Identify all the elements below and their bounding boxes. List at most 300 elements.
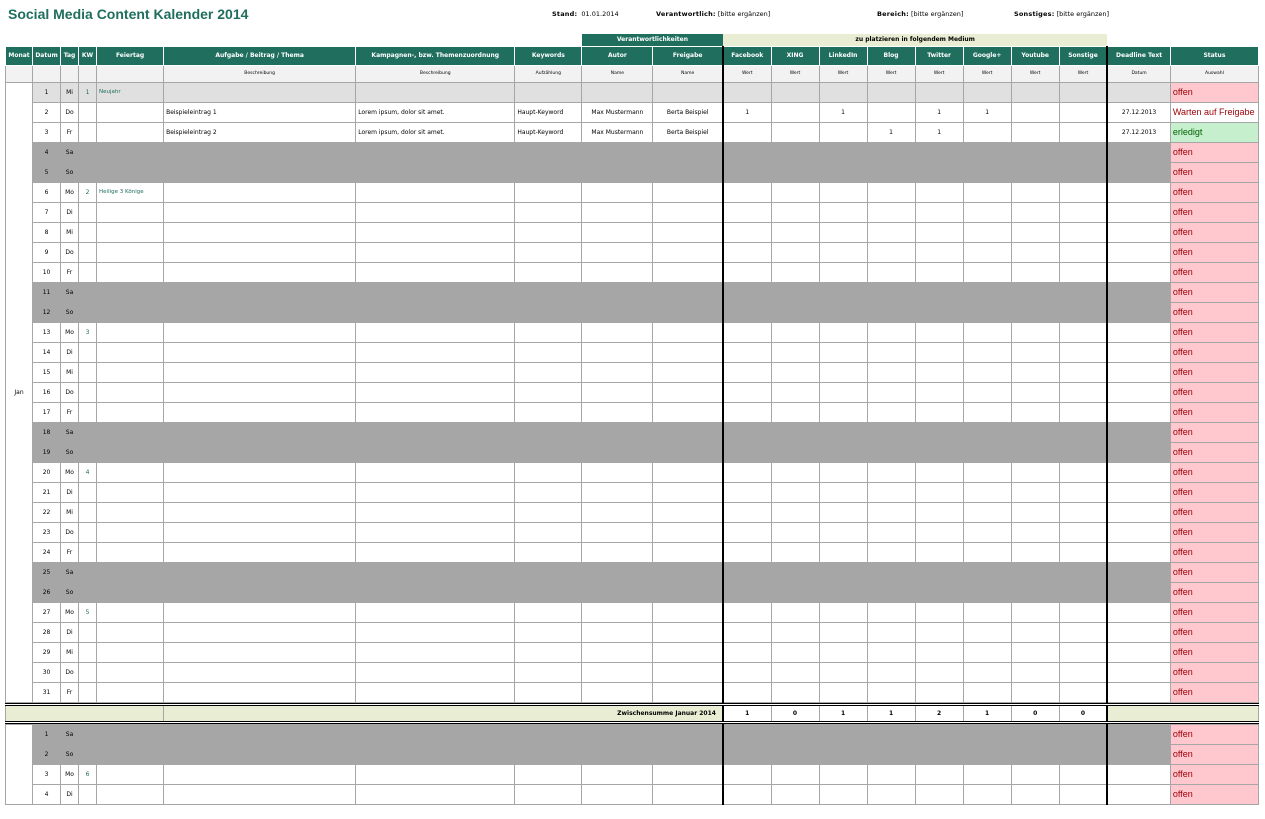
task-cell[interactable] <box>164 222 356 242</box>
holiday-cell[interactable] <box>97 622 164 642</box>
medium-cell[interactable] <box>723 382 771 402</box>
medium-cell[interactable] <box>771 522 819 542</box>
medium-cell[interactable] <box>1059 222 1107 242</box>
deadline-cell[interactable] <box>1107 502 1170 522</box>
date-cell[interactable]: 12 <box>33 302 61 322</box>
medium-cell[interactable] <box>963 522 1011 542</box>
status-cell[interactable]: offen <box>1170 462 1258 482</box>
date-cell[interactable]: 3 <box>33 764 61 784</box>
date-cell[interactable]: 21 <box>33 482 61 502</box>
approval-cell[interactable]: Berta Beispiel <box>653 102 723 122</box>
approval-cell[interactable] <box>653 182 723 202</box>
approval-cell[interactable] <box>653 422 723 442</box>
medium-cell[interactable] <box>963 322 1011 342</box>
medium-cell[interactable] <box>1059 744 1107 764</box>
medium-cell[interactable] <box>867 764 915 784</box>
column-header[interactable]: Keywords <box>515 46 582 65</box>
deadline-cell[interactable] <box>1107 342 1170 362</box>
kw-cell[interactable] <box>79 262 97 282</box>
medium-cell[interactable] <box>1011 302 1059 322</box>
weekday-cell[interactable]: Sa <box>61 562 79 582</box>
task-cell[interactable] <box>164 362 356 382</box>
medium-cell[interactable] <box>1011 122 1059 142</box>
date-cell[interactable]: 29 <box>33 642 61 662</box>
kw-cell[interactable] <box>79 222 97 242</box>
medium-cell[interactable] <box>819 482 867 502</box>
medium-cell[interactable] <box>963 784 1011 804</box>
approval-cell[interactable] <box>653 162 723 182</box>
deadline-cell[interactable] <box>1107 222 1170 242</box>
medium-cell[interactable] <box>819 82 867 102</box>
status-cell[interactable]: Warten auf Freigabe <box>1170 102 1258 122</box>
status-cell[interactable]: offen <box>1170 622 1258 642</box>
kw-cell[interactable] <box>79 662 97 682</box>
task-cell[interactable] <box>164 622 356 642</box>
medium-cell[interactable] <box>771 682 819 702</box>
medium-cell[interactable] <box>867 744 915 764</box>
medium-cell[interactable] <box>915 724 963 744</box>
medium-cell[interactable] <box>771 242 819 262</box>
column-header[interactable]: Feiertag <box>97 46 164 65</box>
holiday-cell[interactable] <box>97 282 164 302</box>
medium-cell[interactable] <box>963 262 1011 282</box>
holiday-cell[interactable] <box>97 744 164 764</box>
holiday-cell[interactable] <box>97 362 164 382</box>
medium-cell[interactable] <box>963 682 1011 702</box>
weekday-cell[interactable]: Mo <box>61 182 79 202</box>
approval-cell[interactable] <box>653 362 723 382</box>
medium-cell[interactable] <box>723 182 771 202</box>
medium-cell[interactable] <box>1011 602 1059 622</box>
keywords-cell[interactable] <box>515 562 582 582</box>
medium-cell[interactable] <box>915 482 963 502</box>
author-cell[interactable] <box>582 182 653 202</box>
medium-cell[interactable] <box>963 122 1011 142</box>
task-cell[interactable] <box>164 202 356 222</box>
weekday-cell[interactable]: Fr <box>61 682 79 702</box>
medium-cell[interactable] <box>963 562 1011 582</box>
medium-cell[interactable] <box>1059 442 1107 462</box>
status-cell[interactable]: erledigt <box>1170 122 1258 142</box>
date-cell[interactable]: 18 <box>33 422 61 442</box>
task-cell[interactable] <box>164 602 356 622</box>
medium-cell[interactable] <box>723 262 771 282</box>
medium-cell[interactable] <box>867 442 915 462</box>
kw-cell[interactable]: 4 <box>79 462 97 482</box>
medium-cell[interactable] <box>1059 582 1107 602</box>
keywords-cell[interactable] <box>515 142 582 162</box>
approval-cell[interactable] <box>653 462 723 482</box>
kw-cell[interactable]: 6 <box>79 764 97 784</box>
campaign-cell[interactable] <box>356 342 515 362</box>
medium-cell[interactable] <box>1011 422 1059 442</box>
author-cell[interactable] <box>582 302 653 322</box>
weekday-cell[interactable]: Mi <box>61 82 79 102</box>
medium-cell[interactable] <box>867 342 915 362</box>
deadline-cell[interactable] <box>1107 582 1170 602</box>
status-cell[interactable]: offen <box>1170 422 1258 442</box>
medium-cell[interactable] <box>723 82 771 102</box>
weekday-cell[interactable]: Do <box>61 522 79 542</box>
keywords-cell[interactable] <box>515 682 582 702</box>
medium-cell[interactable] <box>723 162 771 182</box>
status-cell[interactable]: offen <box>1170 262 1258 282</box>
medium-cell[interactable] <box>819 402 867 422</box>
date-cell[interactable]: 11 <box>33 282 61 302</box>
entry-cell[interactable] <box>356 784 515 804</box>
entry-cell[interactable] <box>653 744 723 764</box>
medium-cell[interactable] <box>819 342 867 362</box>
medium-cell[interactable] <box>915 242 963 262</box>
kw-cell[interactable] <box>79 482 97 502</box>
kw-cell[interactable]: 2 <box>79 182 97 202</box>
keywords-cell[interactable] <box>515 502 582 522</box>
medium-cell[interactable] <box>771 442 819 462</box>
kw-cell[interactable] <box>79 502 97 522</box>
task-cell[interactable] <box>164 82 356 102</box>
campaign-cell[interactable] <box>356 222 515 242</box>
medium-cell[interactable] <box>963 342 1011 362</box>
medium-cell[interactable] <box>1059 362 1107 382</box>
medium-cell[interactable] <box>771 282 819 302</box>
medium-cell[interactable] <box>1011 222 1059 242</box>
weekday-cell[interactable]: Fr <box>61 542 79 562</box>
medium-cell[interactable] <box>1059 242 1107 262</box>
weekday-cell[interactable]: Mo <box>61 764 79 784</box>
medium-cell[interactable] <box>963 162 1011 182</box>
campaign-cell[interactable] <box>356 162 515 182</box>
medium-cell[interactable] <box>1059 642 1107 662</box>
medium-cell[interactable] <box>819 642 867 662</box>
approval-cell[interactable] <box>653 142 723 162</box>
medium-cell[interactable] <box>819 442 867 462</box>
column-header[interactable]: Aufgabe / Beitrag / Thema <box>164 46 356 65</box>
kw-cell[interactable] <box>79 242 97 262</box>
holiday-cell[interactable] <box>97 302 164 322</box>
status-cell[interactable]: offen <box>1170 342 1258 362</box>
medium-cell[interactable] <box>963 422 1011 442</box>
entry-cell[interactable] <box>515 784 582 804</box>
approval-cell[interactable] <box>653 282 723 302</box>
medium-cell[interactable] <box>963 602 1011 622</box>
author-cell[interactable] <box>582 502 653 522</box>
status-cell[interactable]: offen <box>1170 724 1258 744</box>
medium-cell[interactable] <box>771 342 819 362</box>
kw-cell[interactable] <box>79 422 97 442</box>
medium-cell[interactable] <box>1011 622 1059 642</box>
medium-cell[interactable] <box>963 242 1011 262</box>
medium-cell[interactable] <box>1059 162 1107 182</box>
task-cell[interactable] <box>164 142 356 162</box>
medium-cell[interactable] <box>963 502 1011 522</box>
holiday-cell[interactable] <box>97 202 164 222</box>
campaign-cell[interactable] <box>356 622 515 642</box>
holiday-cell[interactable] <box>97 222 164 242</box>
deadline-cell[interactable] <box>1107 482 1170 502</box>
medium-cell[interactable] <box>723 222 771 242</box>
status-cell[interactable]: offen <box>1170 362 1258 382</box>
medium-cell[interactable] <box>867 602 915 622</box>
keywords-cell[interactable] <box>515 82 582 102</box>
approval-cell[interactable] <box>653 242 723 262</box>
approval-cell[interactable] <box>653 602 723 622</box>
holiday-cell[interactable] <box>97 262 164 282</box>
medium-cell[interactable] <box>723 502 771 522</box>
medium-cell[interactable] <box>771 784 819 804</box>
kw-cell[interactable] <box>79 362 97 382</box>
medium-cell[interactable] <box>819 262 867 282</box>
medium-cell[interactable] <box>1059 562 1107 582</box>
task-cell[interactable] <box>164 382 356 402</box>
campaign-cell[interactable] <box>356 442 515 462</box>
keywords-cell[interactable]: Haupt-Keyword <box>515 102 582 122</box>
medium-cell[interactable] <box>1059 622 1107 642</box>
approval-cell[interactable] <box>653 302 723 322</box>
medium-cell[interactable] <box>723 784 771 804</box>
deadline-cell[interactable] <box>1107 202 1170 222</box>
medium-cell[interactable] <box>867 542 915 562</box>
kw-cell[interactable]: 5 <box>79 602 97 622</box>
column-header[interactable]: Deadline Text <box>1107 46 1170 65</box>
medium-cell[interactable] <box>819 382 867 402</box>
medium-cell[interactable] <box>867 162 915 182</box>
holiday-cell[interactable] <box>97 102 164 122</box>
author-cell[interactable] <box>582 482 653 502</box>
medium-cell[interactable] <box>963 182 1011 202</box>
medium-cell[interactable] <box>915 322 963 342</box>
status-cell[interactable]: offen <box>1170 202 1258 222</box>
approval-cell[interactable] <box>653 442 723 462</box>
deadline-cell[interactable] <box>1107 322 1170 342</box>
medium-cell[interactable] <box>1011 784 1059 804</box>
kw-cell[interactable] <box>79 382 97 402</box>
holiday-cell[interactable] <box>97 542 164 562</box>
task-cell[interactable] <box>164 542 356 562</box>
entry-cell[interactable] <box>515 744 582 764</box>
holiday-cell[interactable] <box>97 322 164 342</box>
holiday-cell[interactable] <box>97 582 164 602</box>
medium-cell[interactable]: 1 <box>915 102 963 122</box>
medium-cell[interactable] <box>771 382 819 402</box>
medium-cell[interactable] <box>819 682 867 702</box>
status-cell[interactable]: offen <box>1170 582 1258 602</box>
status-cell[interactable]: offen <box>1170 502 1258 522</box>
approval-cell[interactable] <box>653 382 723 402</box>
medium-cell[interactable] <box>819 724 867 744</box>
kw-cell[interactable] <box>79 402 97 422</box>
medium-cell[interactable] <box>819 502 867 522</box>
kw-cell[interactable] <box>79 342 97 362</box>
medium-cell[interactable] <box>1011 442 1059 462</box>
medium-cell[interactable] <box>915 502 963 522</box>
task-cell[interactable] <box>164 422 356 442</box>
medium-cell[interactable] <box>915 562 963 582</box>
entry-cell[interactable] <box>164 764 356 784</box>
author-cell[interactable]: Max Mustermann <box>582 102 653 122</box>
medium-cell[interactable] <box>867 362 915 382</box>
medium-cell[interactable] <box>963 764 1011 784</box>
medium-cell[interactable] <box>915 682 963 702</box>
medium-cell[interactable] <box>915 142 963 162</box>
weekday-cell[interactable]: Mi <box>61 502 79 522</box>
medium-cell[interactable] <box>963 142 1011 162</box>
medium-cell[interactable] <box>771 402 819 422</box>
medium-cell[interactable] <box>771 502 819 522</box>
medium-cell[interactable] <box>771 642 819 662</box>
medium-cell[interactable] <box>1011 262 1059 282</box>
medium-cell[interactable] <box>915 602 963 622</box>
medium-cell[interactable] <box>771 302 819 322</box>
date-cell[interactable]: 3 <box>33 122 61 142</box>
kw-cell[interactable] <box>79 744 97 764</box>
date-cell[interactable]: 23 <box>33 522 61 542</box>
deadline-cell[interactable] <box>1107 302 1170 322</box>
medium-cell[interactable] <box>723 422 771 442</box>
deadline-cell[interactable] <box>1107 362 1170 382</box>
date-cell[interactable]: 1 <box>33 82 61 102</box>
medium-cell[interactable] <box>867 784 915 804</box>
author-cell[interactable] <box>582 162 653 182</box>
deadline-cell[interactable] <box>1107 602 1170 622</box>
kw-cell[interactable] <box>79 282 97 302</box>
medium-cell[interactable] <box>867 582 915 602</box>
column-header[interactable]: Sonstige <box>1059 46 1107 65</box>
keywords-cell[interactable] <box>515 662 582 682</box>
status-cell[interactable]: offen <box>1170 662 1258 682</box>
author-cell[interactable]: Max Mustermann <box>582 122 653 142</box>
kw-cell[interactable] <box>79 142 97 162</box>
medium-cell[interactable] <box>915 82 963 102</box>
weekday-cell[interactable]: So <box>61 302 79 322</box>
keywords-cell[interactable] <box>515 162 582 182</box>
medium-cell[interactable] <box>819 602 867 622</box>
column-header[interactable]: Freigabe <box>653 46 723 65</box>
status-cell[interactable]: offen <box>1170 764 1258 784</box>
medium-cell[interactable] <box>1011 162 1059 182</box>
author-cell[interactable] <box>582 262 653 282</box>
medium-cell[interactable] <box>771 262 819 282</box>
medium-cell[interactable] <box>963 462 1011 482</box>
medium-cell[interactable] <box>1059 262 1107 282</box>
deadline-cell[interactable] <box>1107 744 1170 764</box>
campaign-cell[interactable] <box>356 522 515 542</box>
column-header[interactable]: Twitter <box>915 46 963 65</box>
campaign-cell[interactable] <box>356 502 515 522</box>
medium-cell[interactable] <box>867 422 915 442</box>
medium-cell[interactable] <box>963 662 1011 682</box>
medium-cell[interactable] <box>915 642 963 662</box>
keywords-cell[interactable] <box>515 402 582 422</box>
approval-cell[interactable] <box>653 222 723 242</box>
medium-cell[interactable] <box>1059 662 1107 682</box>
medium-cell[interactable] <box>723 362 771 382</box>
campaign-cell[interactable] <box>356 82 515 102</box>
column-header[interactable]: LinkedIn <box>819 46 867 65</box>
medium-cell[interactable] <box>771 462 819 482</box>
medium-cell[interactable] <box>867 202 915 222</box>
medium-cell[interactable] <box>867 462 915 482</box>
medium-cell[interactable] <box>771 222 819 242</box>
campaign-cell[interactable] <box>356 462 515 482</box>
approval-cell[interactable] <box>653 502 723 522</box>
medium-cell[interactable] <box>723 402 771 422</box>
deadline-cell[interactable] <box>1107 422 1170 442</box>
task-cell[interactable] <box>164 282 356 302</box>
kw-cell[interactable] <box>79 642 97 662</box>
medium-cell[interactable] <box>771 662 819 682</box>
task-cell[interactable]: Beispieleintrag 2 <box>164 122 356 142</box>
medium-cell[interactable] <box>1011 562 1059 582</box>
medium-cell[interactable] <box>723 142 771 162</box>
column-header[interactable]: Facebook <box>723 46 771 65</box>
medium-cell[interactable] <box>723 724 771 744</box>
keywords-cell[interactable] <box>515 582 582 602</box>
campaign-cell[interactable] <box>356 262 515 282</box>
date-cell[interactable]: 2 <box>33 744 61 764</box>
entry-cell[interactable] <box>653 764 723 784</box>
medium-cell[interactable] <box>723 562 771 582</box>
entry-cell[interactable] <box>653 724 723 744</box>
weekday-cell[interactable]: Sa <box>61 724 79 744</box>
medium-cell[interactable] <box>1011 82 1059 102</box>
weekday-cell[interactable]: Sa <box>61 422 79 442</box>
medium-cell[interactable] <box>915 382 963 402</box>
weekday-cell[interactable]: So <box>61 744 79 764</box>
column-header[interactable]: Datum <box>33 46 61 65</box>
medium-cell[interactable] <box>963 622 1011 642</box>
holiday-cell[interactable] <box>97 162 164 182</box>
medium-cell[interactable] <box>867 322 915 342</box>
medium-cell[interactable] <box>771 102 819 122</box>
medium-cell[interactable] <box>1059 282 1107 302</box>
campaign-cell[interactable] <box>356 242 515 262</box>
medium-cell[interactable] <box>819 562 867 582</box>
medium-cell[interactable] <box>1059 784 1107 804</box>
kw-cell[interactable] <box>79 784 97 804</box>
holiday-cell[interactable] <box>97 682 164 702</box>
status-cell[interactable]: offen <box>1170 302 1258 322</box>
holiday-cell[interactable] <box>97 764 164 784</box>
column-header[interactable]: Google+ <box>963 46 1011 65</box>
date-cell[interactable]: 22 <box>33 502 61 522</box>
keywords-cell[interactable] <box>515 342 582 362</box>
medium-cell[interactable] <box>1059 322 1107 342</box>
medium-cell[interactable]: 1 <box>867 122 915 142</box>
medium-cell[interactable] <box>819 142 867 162</box>
medium-cell[interactable] <box>1059 602 1107 622</box>
author-cell[interactable] <box>582 562 653 582</box>
campaign-cell[interactable] <box>356 642 515 662</box>
status-cell[interactable]: offen <box>1170 382 1258 402</box>
approval-cell[interactable] <box>653 322 723 342</box>
medium-cell[interactable] <box>963 202 1011 222</box>
medium-cell[interactable] <box>1059 182 1107 202</box>
medium-cell[interactable] <box>1011 642 1059 662</box>
task-cell[interactable] <box>164 502 356 522</box>
keywords-cell[interactable] <box>515 442 582 462</box>
weekday-cell[interactable]: Mi <box>61 222 79 242</box>
medium-cell[interactable] <box>771 562 819 582</box>
medium-cell[interactable] <box>819 462 867 482</box>
medium-cell[interactable] <box>915 302 963 322</box>
deadline-cell[interactable] <box>1107 242 1170 262</box>
entry-cell[interactable] <box>515 724 582 744</box>
column-header[interactable]: Kampagnen-, bzw. Themenzuordnung <box>356 46 515 65</box>
task-cell[interactable] <box>164 162 356 182</box>
holiday-cell[interactable] <box>97 462 164 482</box>
medium-cell[interactable] <box>867 102 915 122</box>
campaign-cell[interactable] <box>356 282 515 302</box>
